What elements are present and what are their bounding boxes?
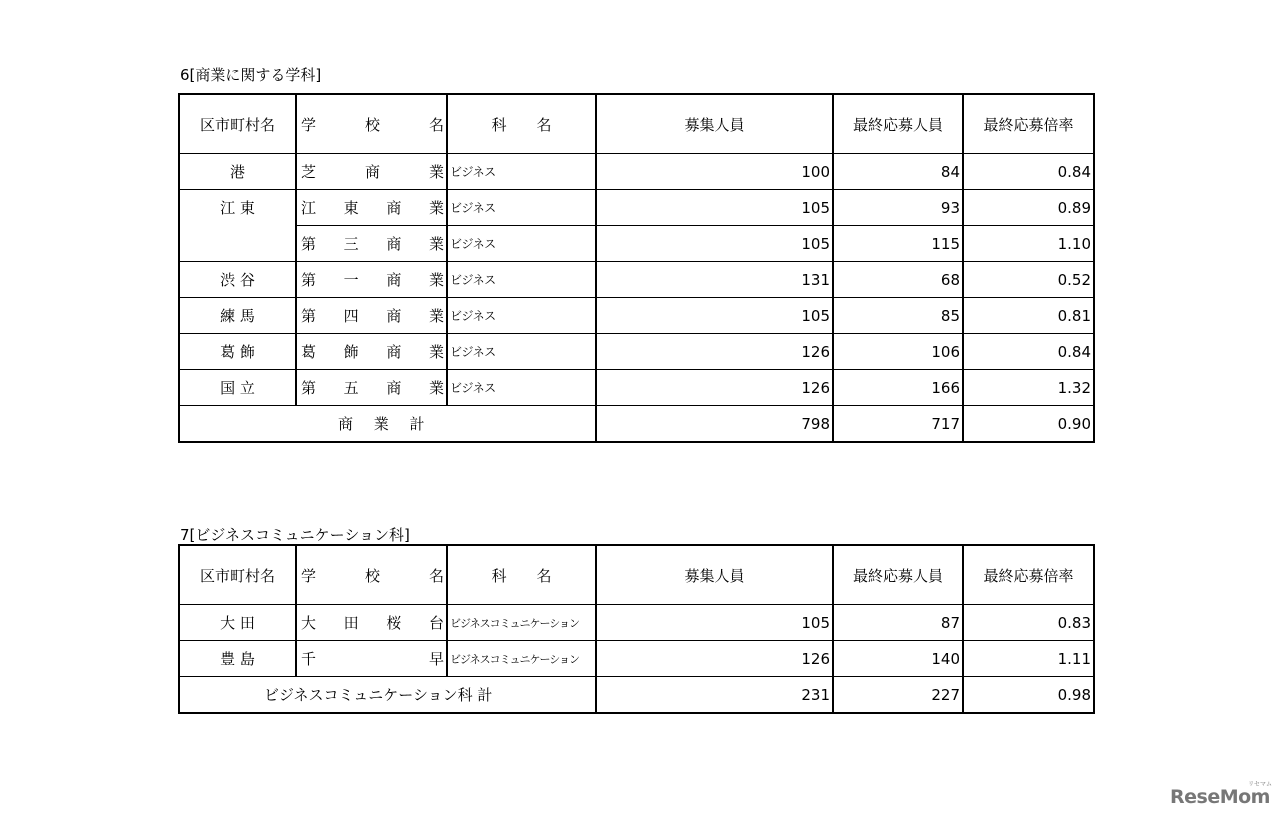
total-row: [179, 677, 1094, 714]
ward-cell: 豊 島: [179, 641, 296, 677]
total-capacity: 798: [596, 406, 833, 443]
total-applicants: 717: [833, 406, 963, 443]
table-row: [179, 641, 1094, 677]
capacity-cell: 105: [596, 605, 833, 641]
section6-title: 6[商業に関する学科]: [180, 66, 322, 84]
ward-cell: 国 立: [179, 370, 296, 406]
table-row: [179, 190, 1094, 226]
applicants-cell: 166: [833, 370, 963, 406]
ratio-cell: 0.89: [963, 190, 1094, 226]
course-cell: ビジネス: [447, 334, 596, 370]
table-row: [179, 226, 1094, 262]
table-row: [179, 154, 1094, 190]
table-row: [179, 262, 1094, 298]
ratio-cell: 1.32: [963, 370, 1094, 406]
school-cell: 葛 飾 商 業: [296, 334, 447, 370]
course-cell: ビジネス: [447, 190, 596, 226]
header-ward: 区市町村名: [179, 545, 296, 605]
applicants-cell: 115: [833, 226, 963, 262]
course-cell: ビジネスコミュニケーション: [447, 641, 596, 677]
header-capacity: 募集人員: [596, 94, 833, 154]
ward-cell: 渋 谷: [179, 262, 296, 298]
ward-cell: 港: [179, 154, 296, 190]
ratio-cell: 0.83: [963, 605, 1094, 641]
school-cell: 第 一 商 業: [296, 262, 447, 298]
header-course: 科 名: [447, 94, 596, 154]
header-school: 学 校 名: [296, 545, 447, 605]
applicants-cell: 106: [833, 334, 963, 370]
ward-cell: 大 田: [179, 605, 296, 641]
course-cell: ビジネス: [447, 262, 596, 298]
ratio-cell: 0.84: [963, 154, 1094, 190]
course-cell: ビジネス: [447, 154, 596, 190]
total-row: [179, 406, 1094, 443]
capacity-cell: 105: [596, 298, 833, 334]
header-applicants: 最終応募人員: [833, 545, 963, 605]
school-cell: 第 三 商 業: [296, 226, 447, 262]
business-communication-table: [178, 544, 1095, 714]
course-cell: ビジネス: [447, 226, 596, 262]
ward-cell: [179, 226, 296, 262]
section7-title: 7[ビジネスコミュニケーション科]: [180, 526, 410, 544]
ward-cell: 葛 飾: [179, 334, 296, 370]
ward-cell: 江 東: [179, 190, 296, 226]
total-label: ビジネスコミュニケーション科 計: [179, 677, 596, 714]
capacity-cell: 126: [596, 370, 833, 406]
commerce-table: [178, 93, 1095, 443]
header-capacity: 募集人員: [596, 545, 833, 605]
applicants-cell: 140: [833, 641, 963, 677]
header-ratio: 最終応募倍率: [963, 545, 1094, 605]
school-cell: 第 五 商 業: [296, 370, 447, 406]
applicants-cell: 87: [833, 605, 963, 641]
total-label: 商 業 計: [179, 406, 596, 443]
watermark-sub: リセマム: [1248, 781, 1272, 788]
course-cell: ビジネス: [447, 298, 596, 334]
applicants-cell: 68: [833, 262, 963, 298]
ratio-cell: 1.11: [963, 641, 1094, 677]
capacity-cell: 105: [596, 226, 833, 262]
ratio-cell: 0.81: [963, 298, 1094, 334]
capacity-cell: 100: [596, 154, 833, 190]
total-capacity: 231: [596, 677, 833, 714]
school-cell: 千 早: [296, 641, 447, 677]
header-school: 学 校 名: [296, 94, 447, 154]
school-cell: 第 四 商 業: [296, 298, 447, 334]
capacity-cell: 126: [596, 641, 833, 677]
school-cell: 大 田 桜 台: [296, 605, 447, 641]
total-ratio: 0.98: [963, 677, 1094, 714]
ratio-cell: 1.10: [963, 226, 1094, 262]
header-ward: 区市町村名: [179, 94, 296, 154]
resemom-logo: ReseMom: [1170, 786, 1270, 808]
ratio-cell: 0.52: [963, 262, 1094, 298]
capacity-cell: 126: [596, 334, 833, 370]
capacity-cell: 105: [596, 190, 833, 226]
table-row: [179, 298, 1094, 334]
header-row: [179, 94, 1094, 154]
table-row: [179, 370, 1094, 406]
course-cell: ビジネスコミュニケーション: [447, 605, 596, 641]
ratio-cell: 0.84: [963, 334, 1094, 370]
header-row: [179, 545, 1094, 605]
ward-cell: 練 馬: [179, 298, 296, 334]
table-row: [179, 334, 1094, 370]
applicants-cell: 93: [833, 190, 963, 226]
school-cell: 芝 商 業: [296, 154, 447, 190]
table-row: [179, 605, 1094, 641]
school-cell: 江 東 商 業: [296, 190, 447, 226]
total-applicants: 227: [833, 677, 963, 714]
header-ratio: 最終応募倍率: [963, 94, 1094, 154]
applicants-cell: 84: [833, 154, 963, 190]
header-applicants: 最終応募人員: [833, 94, 963, 154]
applicants-cell: 85: [833, 298, 963, 334]
course-cell: ビジネス: [447, 370, 596, 406]
header-course: 科 名: [447, 545, 596, 605]
capacity-cell: 131: [596, 262, 833, 298]
total-ratio: 0.90: [963, 406, 1094, 443]
